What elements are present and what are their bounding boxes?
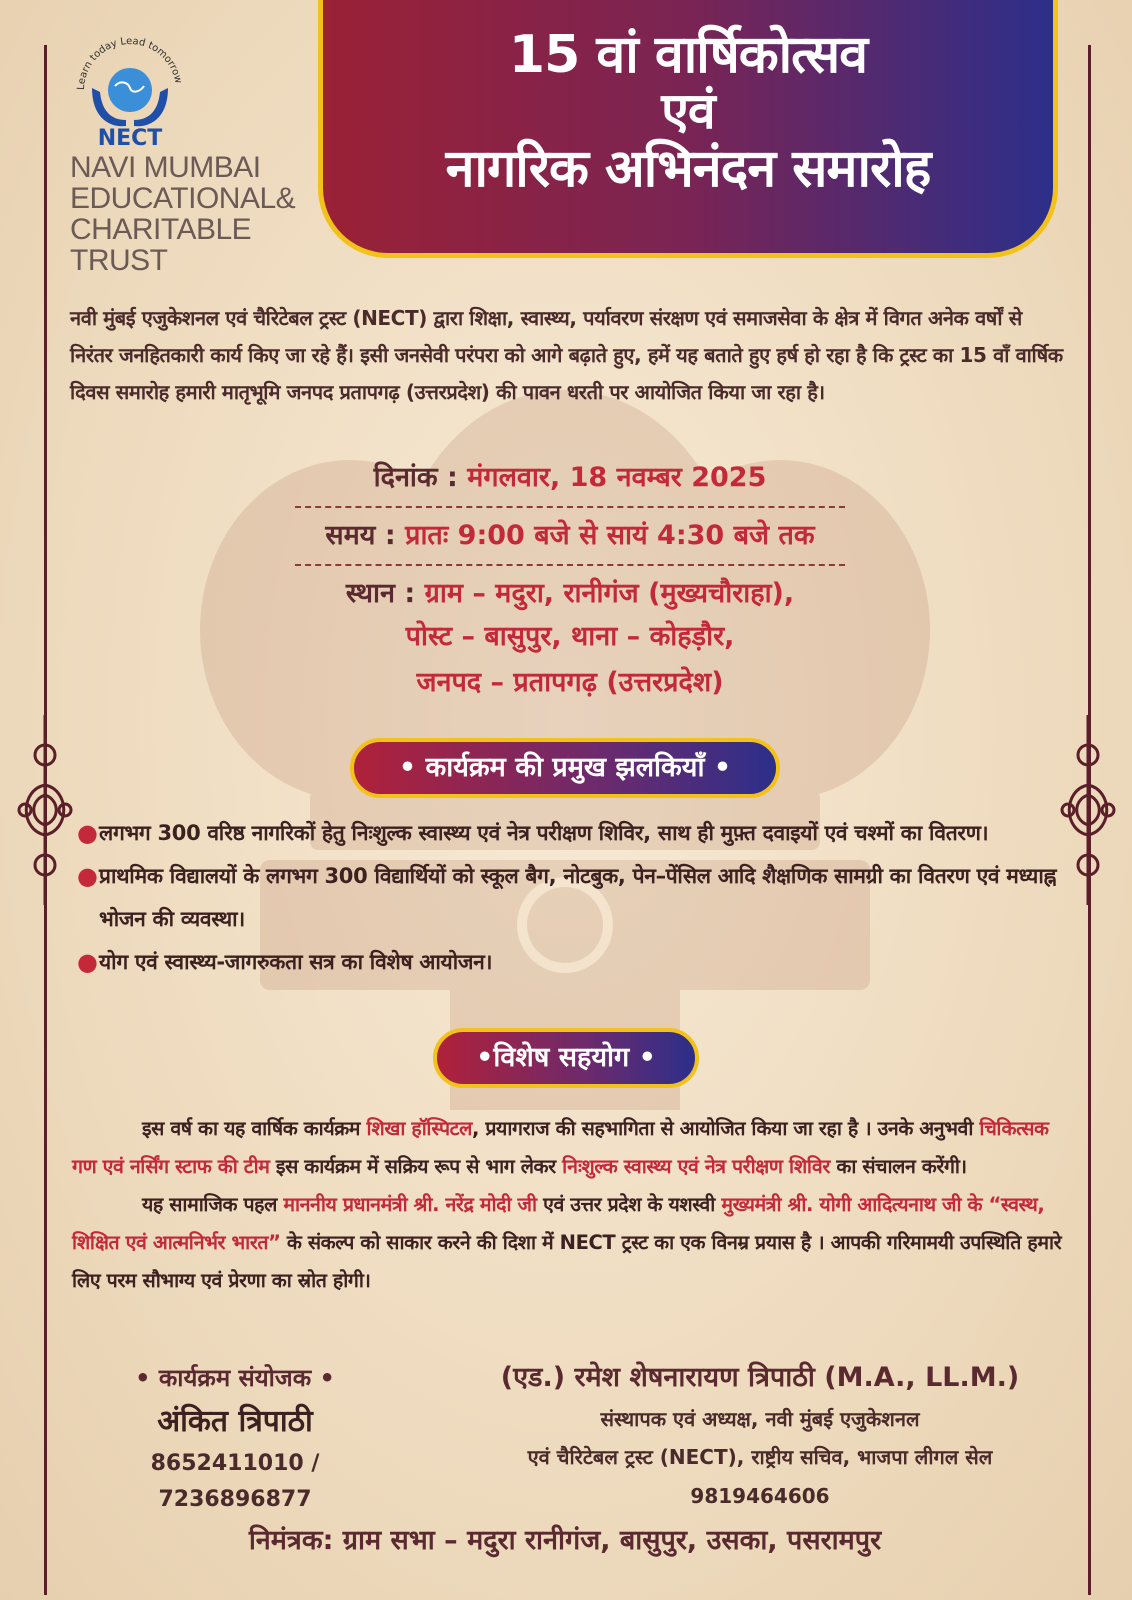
place-line-2: पोस्ट – बासुपुर, थाना – कोहड़ौर, [405,621,735,652]
intro-paragraph: नवी मुंबई एजुकेशनल एवं चैरिटेबल ट्रस्ट (NECT) द्वारा शिक्षा, स्वास्थ्य, पर्यावरण संरक्षण एवं समाजसेवा के क्षेत्र में विगत अनेक वर्षों से निरंतर जनहितकारी कार्य किए जा रहे हैं। इसी जनसेवी परंपरा को आगे बढ़ाते हुए, हमें यह बताते हुए हर्ष हो रहा है कि ट्रस्ट का 15 वाँ वार्षिक दिवस समारोह हमारी मातृभूमि जनपद प्रतापगढ़ (उत्तरप्रदेश) की पावन धरती पर आयोजित किया जा रहा है। [70,306,1063,404]
coordinator-block [75,1358,395,1518]
bullet-icon: ● [77,862,98,890]
divider [295,506,845,508]
list-item: ● योग एवं स्वास्थ्य-जागरुकता सत्र का विशेष आयोजन। [75,941,1065,984]
place-line-3: जनपद – प्रतापगढ़ (उत्तरप्रदेश) [416,667,724,698]
bullet-icon: ● [77,948,98,976]
trust-name: NAVI MUMBAI EDUCATIONAL& CHARITABLE TRUST [70,151,296,277]
highlights-list [75,812,1065,984]
svg-text:NECT: NECT [97,126,163,148]
highlights-heading: • कार्यक्रम की प्रमुख झलकियाँ • [350,738,780,798]
title-banner [318,0,1058,258]
title-line-2: एवं [661,82,715,140]
right-ornament-icon [1058,715,1118,905]
founder-name: (एड.) रमेश शेषनारायण त्रिपाठी (M.A., LL.M.) [500,1362,1020,1393]
support-paragraph-2: यह सामाजिक पहल माननीय प्रधानमंत्री श्री. नरेंद्र मोदी जी एवं उत्तर प्रदेश के यशस्वी मुख्यमंत्री श्री. योगी आदित्यनाथ जी के “स्वस्थ, शिक्षित एवं आत्मनिर्भर भारत” के संकल्प को साकार करने की दिशा में NECT ट्रस्ट का एक विनम्र प्रयास है । आपकी गरिमामयी उपस्थिति हमारे लिए परम सौभाग्य एवं प्रेरणा का स्रोत होगी। [72,1193,1062,1292]
inviter-line: निमंत्रक: ग्राम सभा – मदुरा रानीगंज, बासुपुर, उसका, पसरामपुर [248,1525,882,1556]
title-line-1: 15 वां वार्षिकोत्सव [508,25,868,85]
event-details [270,458,870,706]
list-item: ● प्राथमिक विद्यालयों के लगभग 300 विद्यार्थियों को स्कूल बैग, नोटबुक, पेन–पेंसिल आदि शैक्षणिक सामग्री का वितरण एवं मध्याह्न भोजन की व्यवस्था। [75,855,1065,941]
coordinator-title: • कार्यक्रम संयोजक • [135,1364,335,1392]
list-item: ● लगभग 300 वरिष्ठ नागरिकों हेतु निःशुल्क स्वास्थ्य एवं नेत्र परीक्षण शिविर, साथ ही मुफ़्त दवाइयों एवं चश्मों का वितरण। [75,812,1065,855]
coordinator-name: अंकित त्रिपाठी [157,1404,313,1439]
support-section [72,1110,1062,1300]
svg-text:Learn today Lead tomorrow: Learn today Lead tomorrow [75,35,184,91]
founder-designation-2: एवं चैरिटेबल ट्रस्ट (NECT), राष्ट्रीय सचिव, भाजपा लीगल सेल [527,1445,993,1469]
support-heading: •विशेष सहयोग • [433,1028,699,1088]
left-ornament-icon [15,715,75,905]
support-paragraph-1: इस वर्ष का यह वार्षिक कार्यक्रम शिखा हॉस्पिटल, प्रयागराज की सहभागिता से आयोजित किया जा रहा है । उनके अनुभवी चिकित्सक गण एवं नर्सिंग स्टाफ की टीम इस कार्यक्रम में सक्रिय रूप से भाग लेकर निःशुल्क स्वास्थ्य एवं नेत्र परीक्षण शिविर का संचालन करेंगी। [72,1117,1049,1178]
founder-block [450,1356,1070,1516]
bullet-icon: ● [77,819,98,847]
coordinator-phone: 8652411010 / 7236896877 [150,1451,320,1512]
time-row: समय : प्रातः 9:00 बजे से सायं 4:30 बजे तक [325,520,815,551]
divider [295,564,845,566]
place-row: स्थान : ग्राम – मदुरा, रानीगंज (मुख्यचौराहा), [345,578,795,609]
founder-designation-1: संस्थापक एवं अध्यक्ष, नवी मुंबई एजुकेशनल [600,1407,920,1431]
globe-hands-logo-icon [70,28,190,148]
nect-logo [70,28,296,277]
title-line-3: नागरिक अभिनंदन समारोह [445,139,931,199]
date-row: दिनांक : मंगलवार, 18 नवम्बर 2025 [373,462,767,493]
founder-phone: 9819464606 [690,1484,830,1508]
